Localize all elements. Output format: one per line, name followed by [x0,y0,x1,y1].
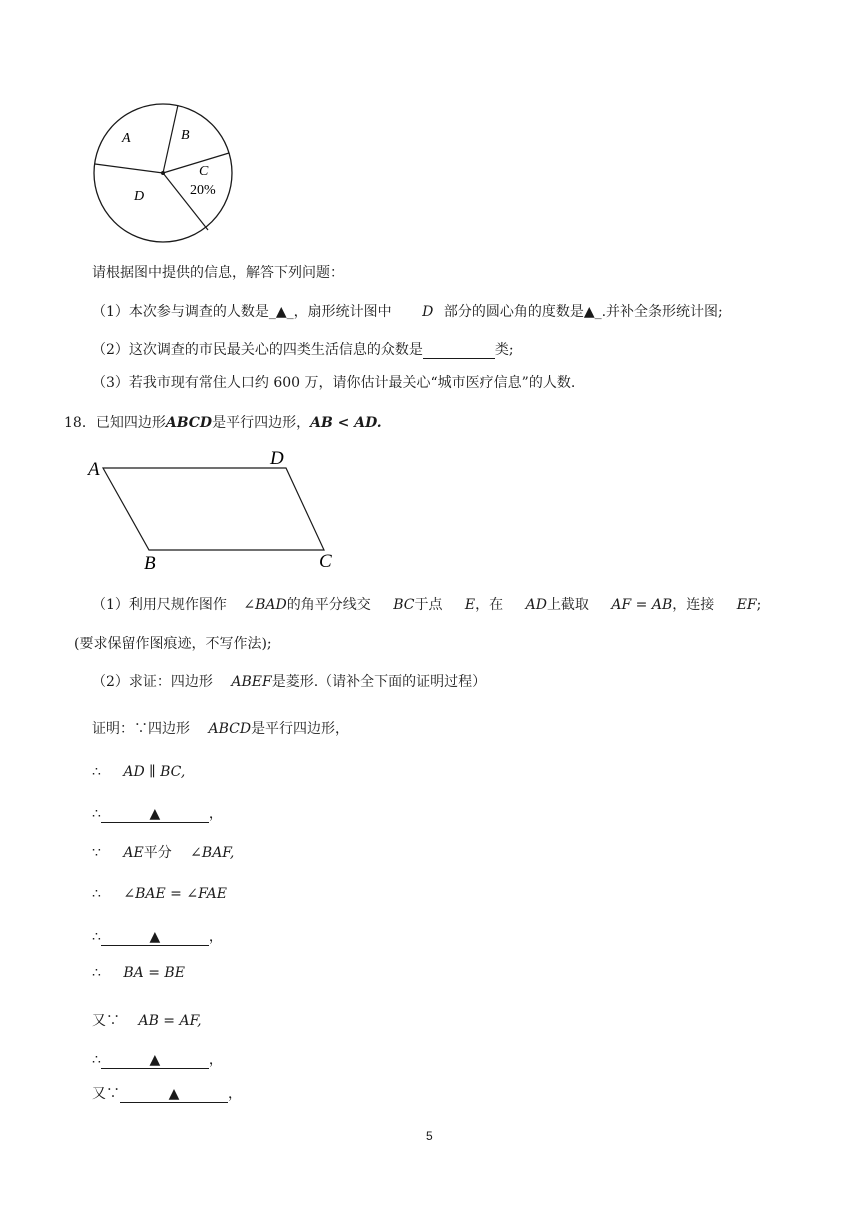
page-number: 5 [426,1129,433,1143]
q18-part1-d: ，在 [475,597,504,613]
parallelogram-abcd [103,468,324,550]
q17-part1-a: （1）本次参与调查的人数是_▲_，扇形统计图中 [92,304,392,320]
proof-1-text: AD ∥ BC, [123,764,186,780]
proof-0-m: ABCD [208,721,252,737]
q18-part1-angle: ∠BAD [243,597,287,613]
proof-6-text: BA = BE [123,965,185,981]
pie-divider-a-d [95,164,163,173]
pie-divider-a-b [163,105,178,173]
pie-label-d: D [134,189,145,204]
pie-label-c: C [199,164,209,179]
proof-1-sym: ∴ [92,764,101,780]
vertex-label-b: B [144,553,156,572]
proof-0-a: 证明：∵四边形 [92,721,190,737]
proof-line-4 [92,886,227,902]
parallelogram-figure [86,446,346,572]
q18-part2-abef: ABEF [231,674,272,690]
q18-part1-e: E [464,597,476,613]
proof-7-text: AB = AF, [138,1013,202,1029]
proof-9-sym: 又∵ [92,1086,120,1102]
proof-3-b: ∠BAF, [190,845,235,861]
q17-part3: （3）若我市现有常住人口约 600 万，请你估计最关心“城市医疗信息”的人数. [92,375,576,391]
pie-label-c-percent: 20% [190,183,216,198]
q18-part1-e2: 上截取 [546,597,589,613]
q18-part2 [92,671,486,691]
proof-2-sym: ∴ [92,806,101,822]
q17-part1-var: D [422,304,434,320]
q18-part1-c: 于点 [414,597,443,613]
proof-5-sym: ∴ [92,929,101,945]
q17-part1-b: 部分的圆心角的度数是▲_.并补全条形统计图; [443,304,723,320]
vertex-label-d: D [270,448,284,469]
proof-4-sym: ∴ [92,886,101,902]
proof-3-m: AE [123,845,144,861]
q17-intro: 请根据图中提供的信息，解答下列问题： [92,265,344,281]
q18-part1-a: （1）利用尺规作图作 [92,597,227,613]
q18-part1 [92,594,761,614]
q18-abcd: ABCD [165,415,213,431]
q18-part1-bc: BC [393,597,415,613]
q18-is-para: 是平行四边形， [212,415,311,431]
proof-6-sym: ∴ [92,965,101,981]
proof-7-sym: 又∵ [92,1013,120,1029]
q18-part2-a: （2）求证：四边形 [92,674,213,690]
pie-label-b: B [181,128,190,143]
q18-part1-line2: (要求保留作图痕迹，不写作法); [74,636,272,652]
proof-9-blank: ▲ [120,1086,228,1103]
proof-4-text: ∠BAE = ∠FAE [123,886,227,902]
proof-5-comma: ， [208,929,223,945]
pie-divider-b-c [163,153,229,173]
proof-line-3 [92,842,234,862]
pie-chart-figure [92,94,237,244]
proof-line-6 [92,965,185,981]
q17-part2 [92,339,514,359]
q18-part1-f: ，连接 [672,597,715,613]
proof-5-blank: ▲ [101,929,209,946]
q18-num: 18．已知四边形 [64,415,166,431]
proof-line-5 [92,926,223,946]
q18-part1-ad: AD [525,597,547,613]
q18-part2-b: 是菱形.（请补全下面的证明过程） [271,674,487,690]
proof-8-sym: ∴ [92,1052,101,1068]
proof-8-comma: ， [208,1052,223,1068]
vertex-label-c: C [319,551,332,572]
proof-2-blank: ▲ [101,806,209,823]
vertex-label-a: A [88,459,100,480]
q17-part1 [92,301,723,321]
proof-3-sym: ∵ [92,845,101,861]
proof-0-b: 是平行四边形， [251,721,350,737]
q17-part2-text: （2）这次调查的市民最关心的四类生活信息的众数是 [92,342,423,358]
pie-divider-c-d [163,173,208,230]
q18-stem [64,412,382,432]
q18-part1-b: 的角平分线交 [286,597,371,613]
q18-part1-ef: EF [736,597,757,613]
q17-part2-blank [423,342,495,359]
proof-3-a: 平分 [143,845,172,861]
q18-cond: AB < AD. [310,415,382,431]
proof-2-comma: ， [208,806,223,822]
proof-line-8 [92,1049,223,1069]
proof-line-1 [92,764,185,780]
proof-9-comma: ， [228,1086,242,1102]
proof-line-7 [92,1010,202,1030]
q18-part1-g: ; [756,597,762,613]
proof-8-blank: ▲ [101,1052,209,1069]
pie-center [161,171,165,175]
proof-line-2 [92,803,223,823]
proof-line-0 [92,718,349,738]
proof-line-9 [92,1083,242,1103]
q18-part1-af: AF = AB [611,597,673,613]
pie-label-a: A [122,131,131,146]
q17-part2-end: 类; [494,342,514,358]
